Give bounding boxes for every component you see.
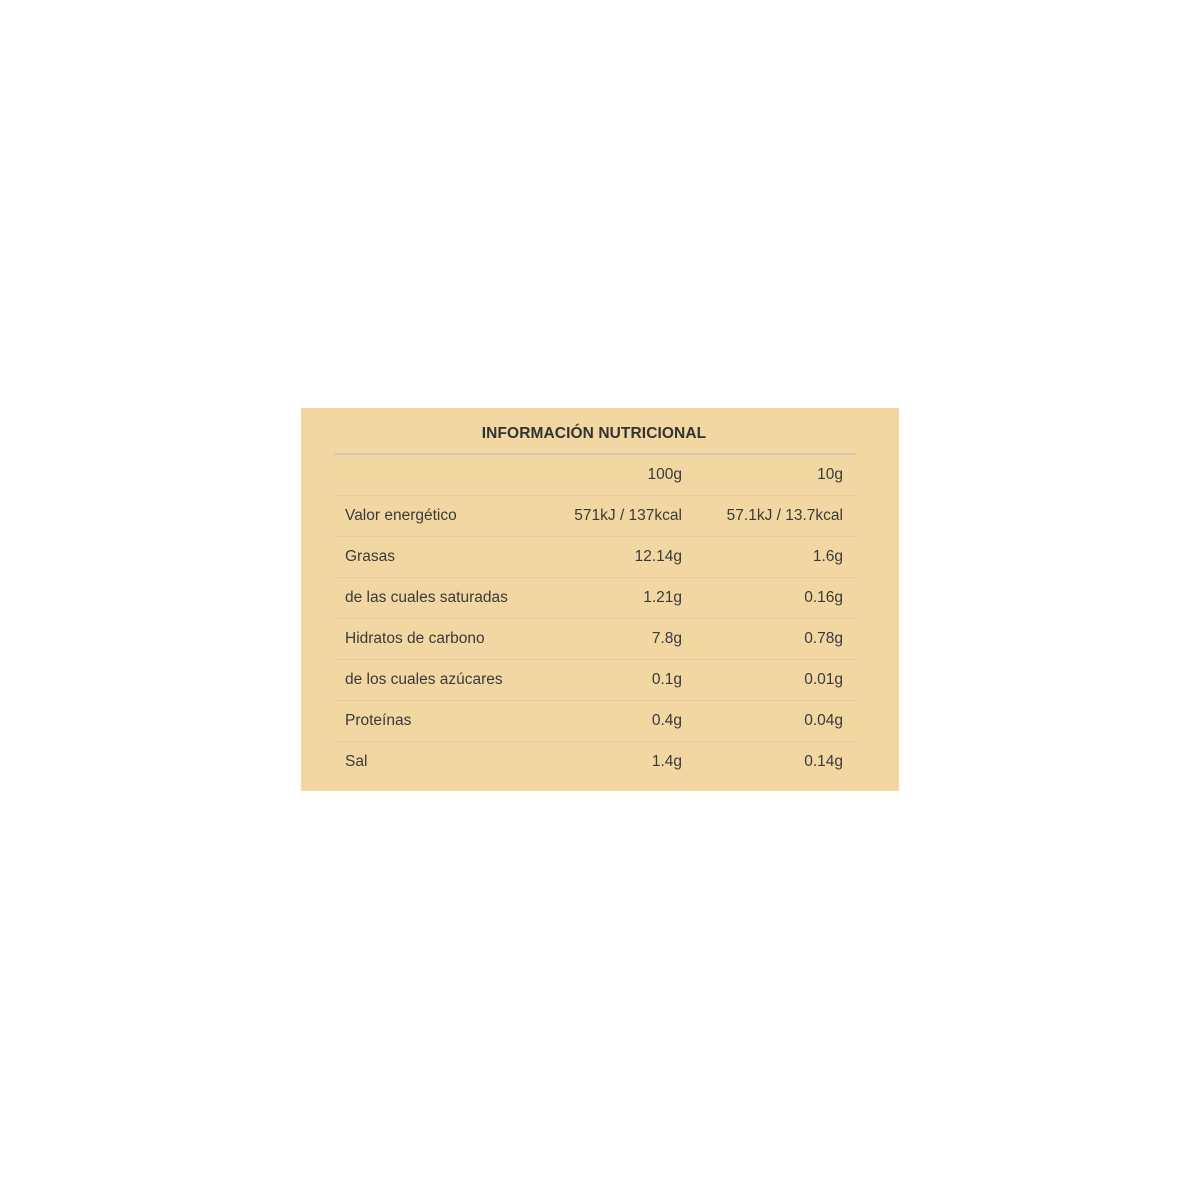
table-row bbox=[334, 742, 856, 782]
nutrition-table bbox=[334, 453, 856, 782]
row-label: Valor energético bbox=[345, 507, 457, 524]
row-label: Sal bbox=[345, 753, 368, 770]
row-label: Hidratos de carbono bbox=[345, 630, 485, 647]
row-label: de los cuales azúcares bbox=[345, 671, 503, 688]
row-label: Grasas bbox=[345, 548, 395, 565]
table-row bbox=[334, 496, 856, 537]
nutrition-title: INFORMACIÓN NUTRICIONAL bbox=[481, 425, 707, 442]
table-row bbox=[334, 701, 856, 742]
table-row bbox=[334, 578, 856, 619]
row-value-100g: 0.1g bbox=[651, 671, 682, 688]
row-value-100g: 7.8g bbox=[651, 630, 682, 647]
row-value-100g: 571kJ / 137kcal bbox=[574, 507, 682, 524]
table-row bbox=[334, 619, 856, 660]
table-row bbox=[334, 660, 856, 701]
row-label: de las cuales saturadas bbox=[345, 589, 508, 606]
row-value-100g: 1.4g bbox=[651, 753, 682, 770]
table-header-row bbox=[334, 455, 856, 496]
row-value-10g: 0.14g bbox=[804, 753, 843, 770]
row-value-100g: 0.4g bbox=[651, 712, 682, 729]
row-value-10g: 0.01g bbox=[804, 671, 843, 688]
row-value-10g: 0.78g bbox=[804, 630, 843, 647]
row-value-10g: 0.16g bbox=[804, 589, 843, 606]
table-row bbox=[334, 537, 856, 578]
row-value-10g: 0.04g bbox=[804, 712, 843, 729]
row-value-10g: 57.1kJ / 13.7kcal bbox=[726, 507, 843, 524]
row-value-100g: 12.14g bbox=[634, 548, 682, 565]
row-value-100g: 1.21g bbox=[643, 589, 682, 606]
header-per-100g: 100g bbox=[647, 466, 682, 483]
nutrition-panel bbox=[301, 408, 899, 791]
row-value-10g: 1.6g bbox=[812, 548, 843, 565]
header-per-10g: 10g bbox=[817, 466, 843, 483]
row-label: Proteínas bbox=[345, 712, 412, 729]
